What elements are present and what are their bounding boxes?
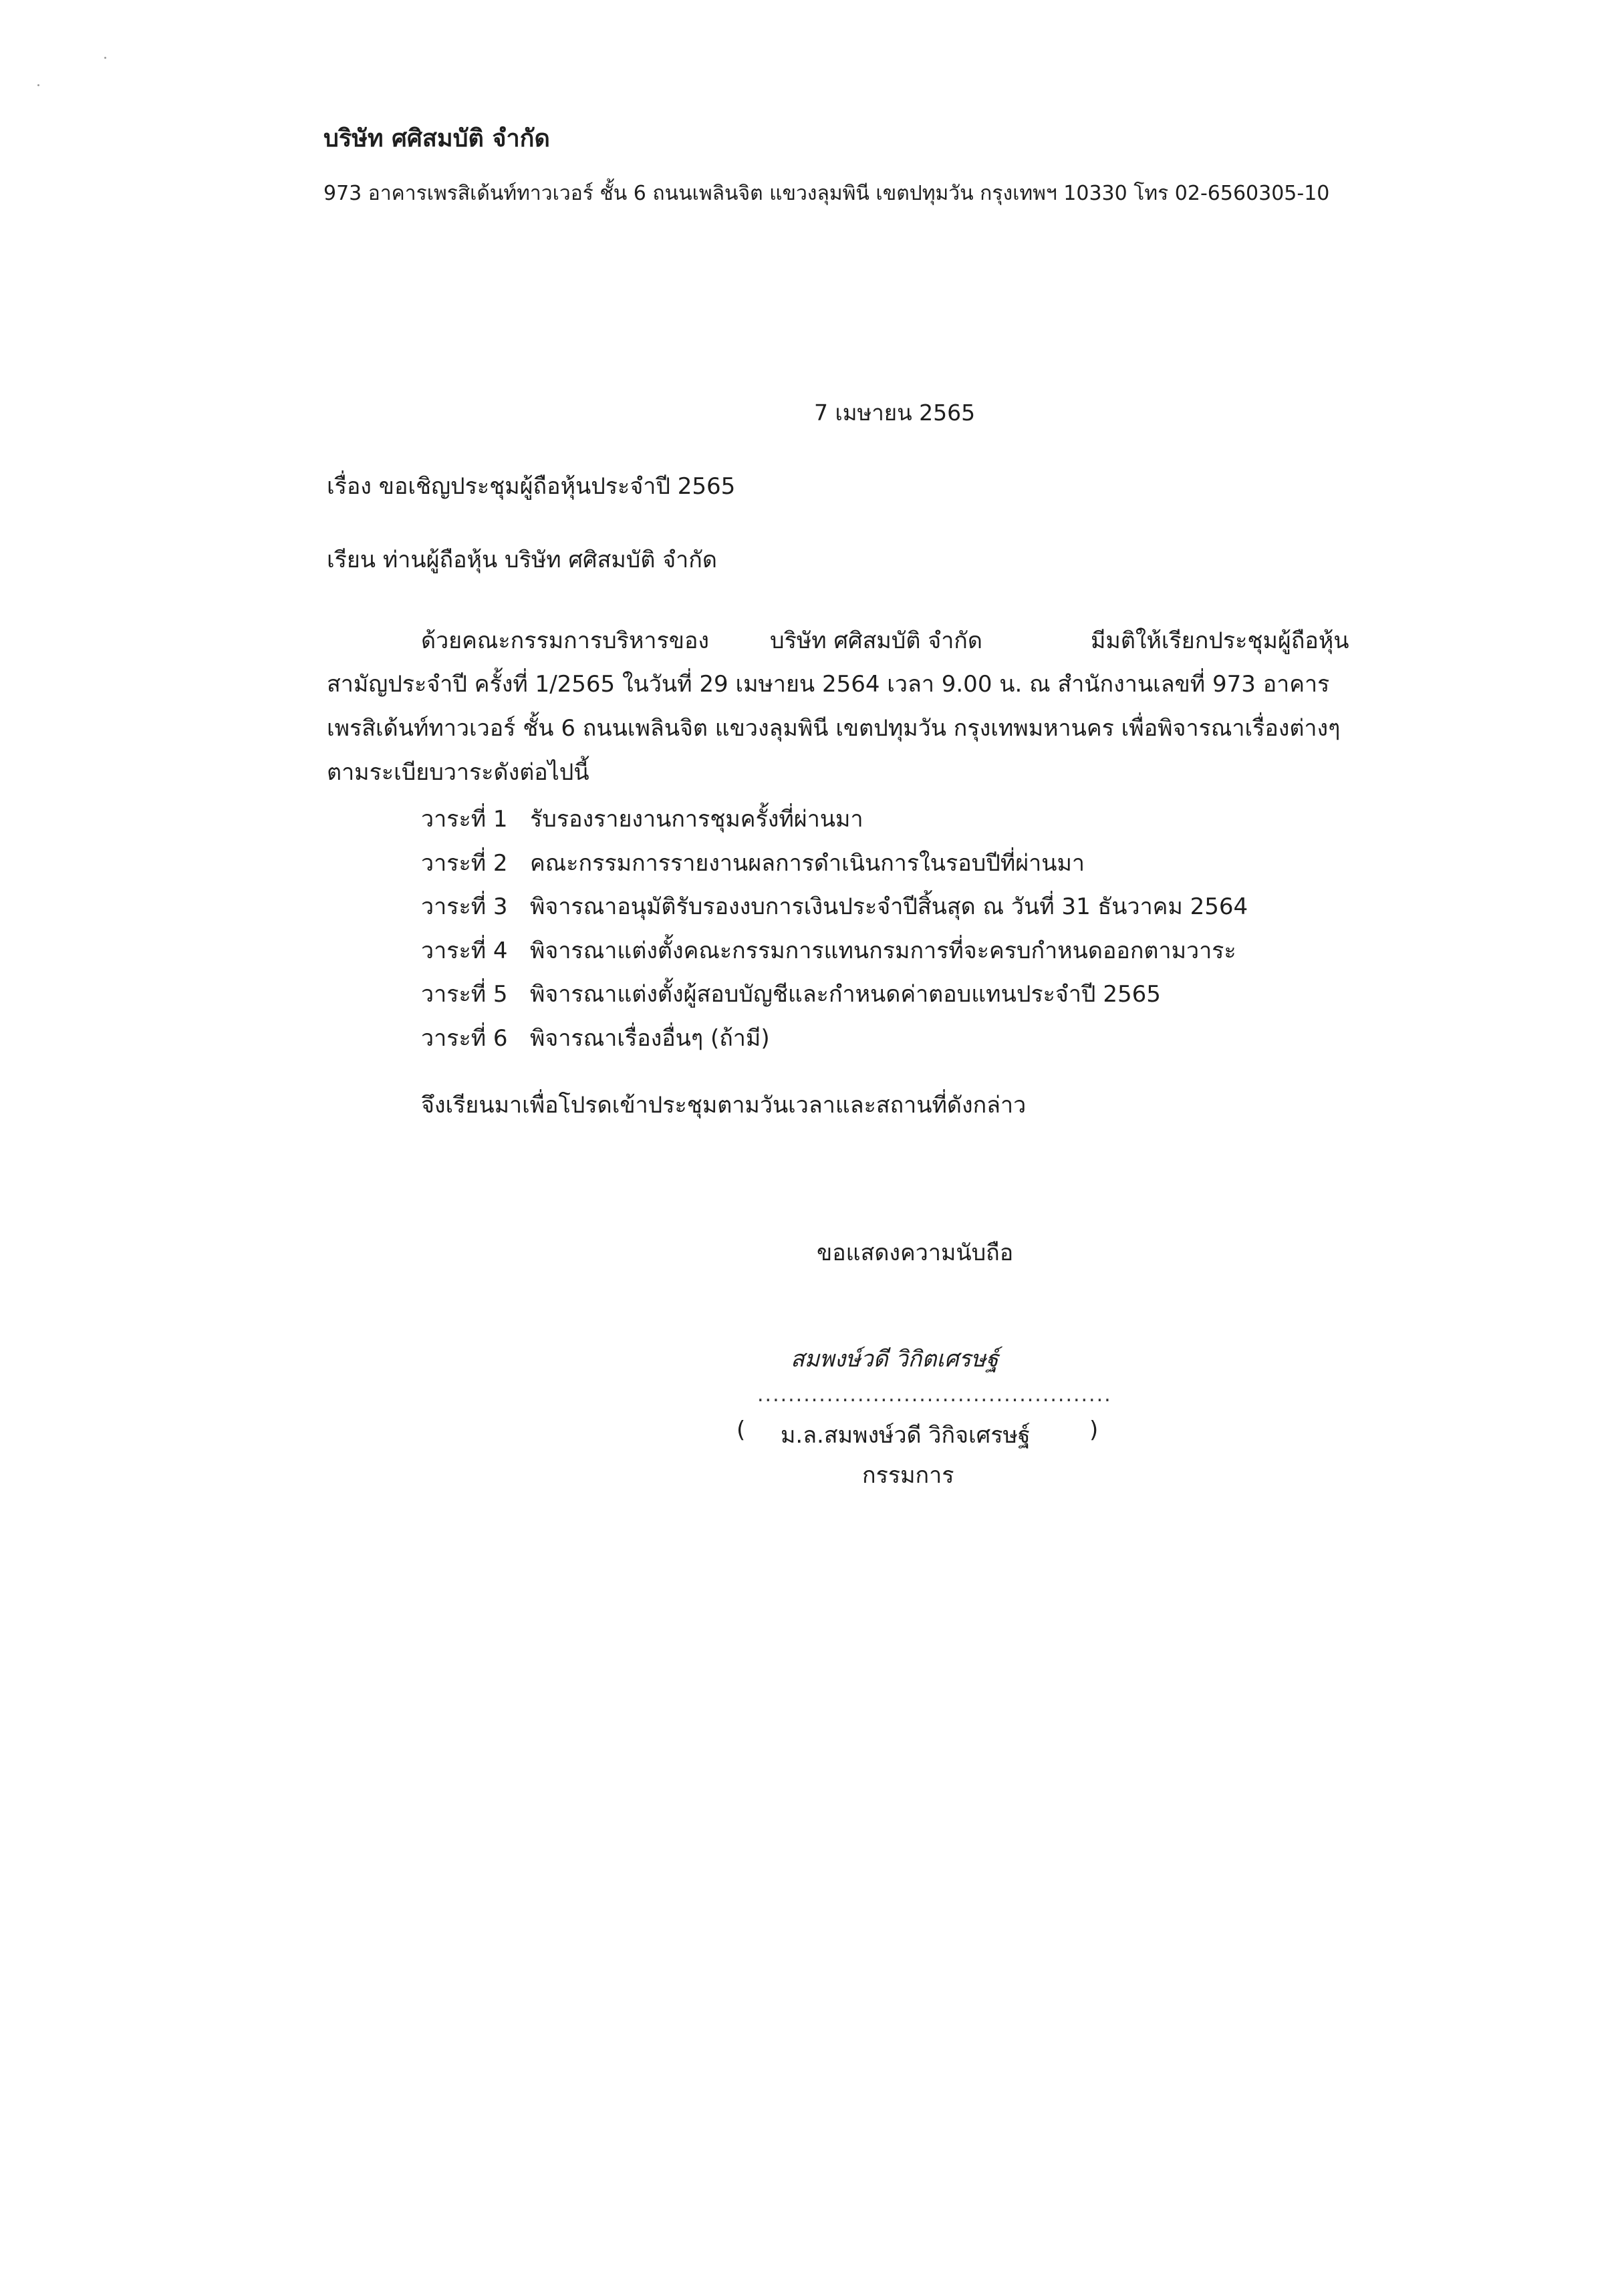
company-address: 973 อาคารเพรสิเด้นท์ทาวเวอร์ ชั้น 6 ถนนเพลินจิต แขวงลุมพินี เขตปทุมวัน กรุงเทพฯ 10330 โทร 02-6560305-10	[323, 182, 1330, 205]
agenda-text: พิจารณาเรื่องอื่นๆ (ถ้ามี)	[530, 1024, 770, 1052]
scan-speck	[37, 84, 39, 86]
letter-date: 7 เมษายน 2565	[814, 400, 976, 426]
body-line-1-part-2: บริษัท ศศิสมบัติ จำกัด	[770, 627, 982, 654]
body-line-1-part-1: ด้วยคณะกรรมการบริหารของ	[421, 627, 709, 654]
signer-position: กรรมการ	[862, 1462, 954, 1489]
agenda-list	[421, 797, 1248, 1060]
agenda-number: วาระที่ 6	[421, 1024, 508, 1052]
agenda-item	[421, 841, 1248, 885]
body-line-1-part-3: มีมติให้เรียกประชุมผู้ถือหุ้น	[1091, 627, 1349, 654]
agenda-number: วาระที่ 3	[421, 893, 508, 920]
regards: ขอแสดงความนับถือ	[817, 1240, 1014, 1266]
body-line-3: เพรสิเด้นท์ทาวเวอร์ ชั้น 6 ถนนเพลินจิต แขวงลุมพินี เขตปทุมวัน กรุงเทพมหานคร เพื่อพิจารณาเรื่องต่างๆ	[327, 715, 1341, 742]
agenda-item	[421, 885, 1248, 929]
agenda-text: รับรองรายงานการชุมครั้งที่ผ่านมา	[530, 806, 863, 833]
agenda-text: คณะกรรมการรายงานผลการดำเนินการในรอบปีที่ผ่านมา	[530, 849, 1085, 877]
company-name: บริษัท ศศิสมบัติ จำกัด	[323, 125, 550, 152]
agenda-text: พิจารณาแต่งตั้งผู้สอบบัญชีและกำหนดค่าตอบแทนประจำปี 2565	[530, 981, 1161, 1008]
agenda-text: พิจารณาอนุมัติรับรองงบการเงินประจำปีสิ้นสุด ณ วันที่ 31 ธันวาคม 2564	[530, 893, 1248, 920]
agenda-number: วาระที่ 5	[421, 981, 508, 1008]
signature-line: ..............................................	[757, 1383, 1112, 1407]
agenda-item	[421, 797, 1248, 841]
letter-addressee: เรียน ท่านผู้ถือหุ้น บริษัท ศศิสมบัติ จำกัด	[327, 547, 717, 573]
agenda-number: วาระที่ 4	[421, 937, 508, 964]
agenda-item	[421, 929, 1248, 973]
body-line-2: สามัญประจำปี ครั้งที่ 1/2565 ในวันที่ 29 เมษายน 2564 เวลา 9.00 น. ณ สำนักงานเลขที่ 973 อาคาร	[327, 671, 1330, 698]
scan-speck	[104, 57, 106, 59]
signer-name: ม.ล.สมพงษ์วดี วิกิจเศรษฐ์	[781, 1422, 1031, 1449]
agenda-item	[421, 1016, 1248, 1060]
signer-paren-close: )	[1089, 1417, 1099, 1443]
signer-paren-open: (	[736, 1417, 746, 1443]
letter-subject: เรื่อง ขอเชิญประชุมผู้ถือหุ้นประจำปี 2565	[327, 473, 736, 500]
agenda-number: วาระที่ 1	[421, 806, 508, 833]
agenda-number: วาระที่ 2	[421, 849, 508, 877]
closing-line: จึงเรียนมาเพื่อโปรดเข้าประชุมตามวันเวลาและสถานที่ดังกล่าว	[421, 1092, 1027, 1119]
signature: สมพงษ์วดี วิกิตเศรษฐ์	[791, 1346, 998, 1373]
agenda-item	[421, 972, 1248, 1016]
body-line-4: ตามระเบียบวาระดังต่อไปนี้	[327, 759, 589, 786]
agenda-text: พิจารณาแต่งตั้งคณะกรรมการแทนกรมการที่จะครบกำหนดออกตามวาระ	[530, 937, 1236, 964]
